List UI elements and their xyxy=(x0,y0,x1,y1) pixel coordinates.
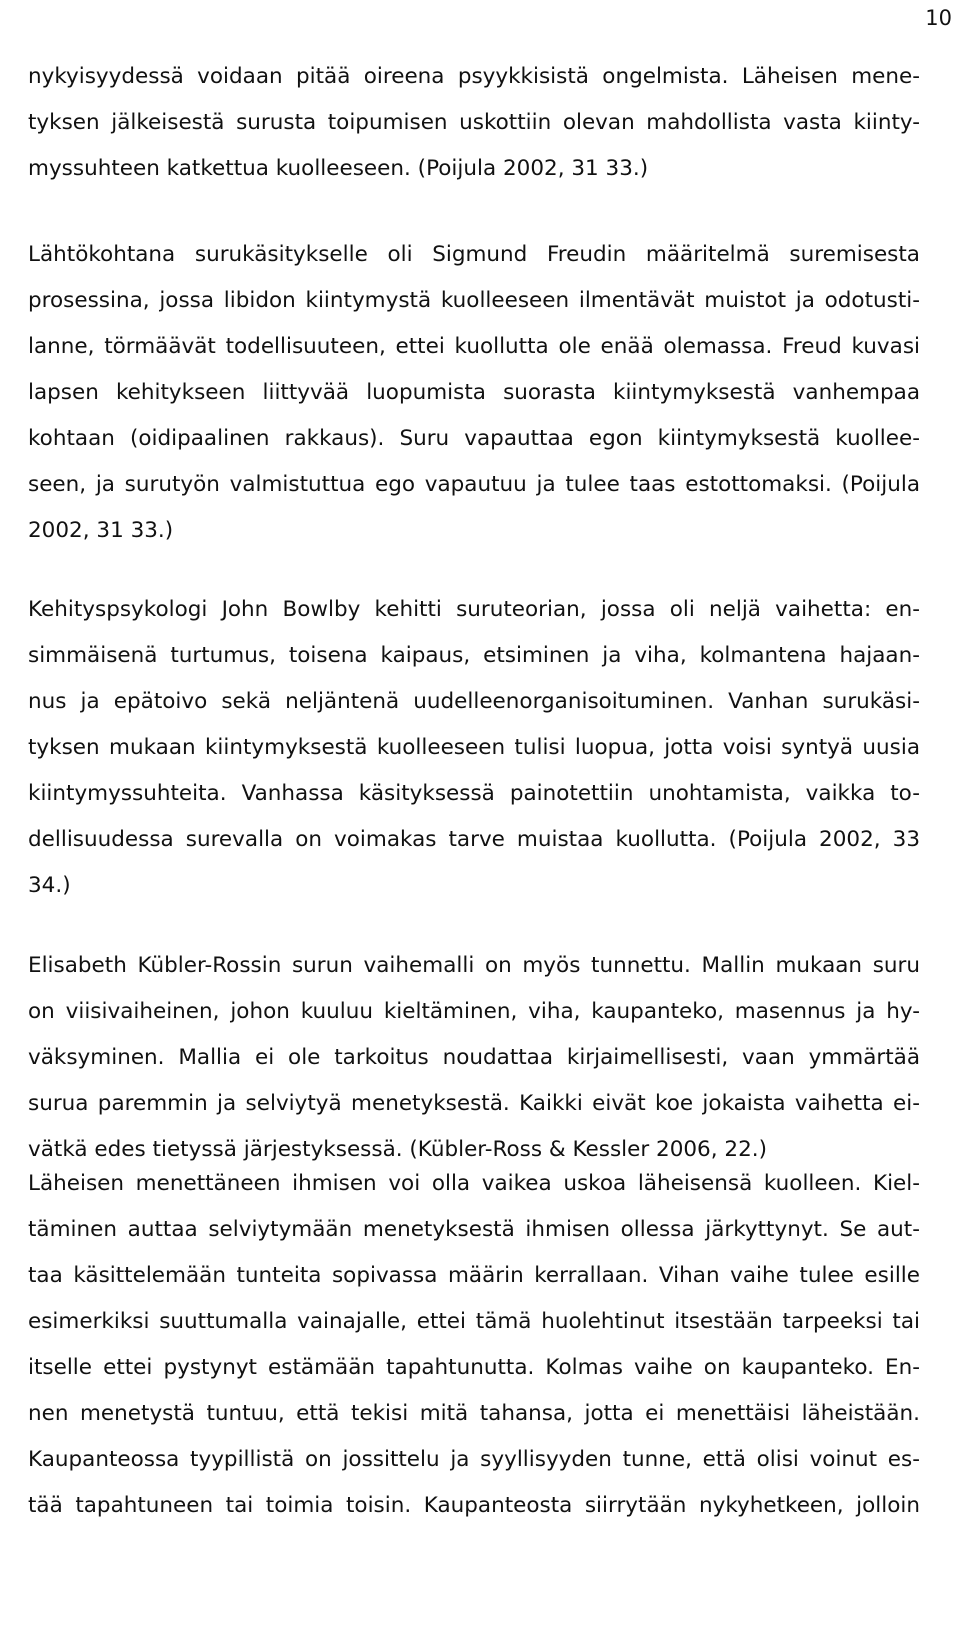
text-line: esimerkiksi suuttumalla vainajalle, ettei tämä huolehtinut itsestään tarpeeksi tai xyxy=(28,1309,920,1334)
text-line: nus ja epätoivo sekä neljäntenä uudelleenorganisoituminen. Vanhan surukäsi- xyxy=(28,689,920,714)
text-line: taa käsittelemään tunteita sopivassa määrin kerrallaan. Vihan vaihe tulee esille xyxy=(28,1263,920,1288)
text-line: dellisuudessa surevalla on voimakas tarve muistaa kuollutta. (Poijula 2002, 33 xyxy=(28,827,920,852)
text-line: seen, ja surutyön valmistuttua ego vapautuu ja tulee taas estottomaksi. (Poijula xyxy=(28,472,920,497)
text-line: on viisivaiheinen, johon kuuluu kieltäminen, viha, kaupanteko, masennus ja hy- xyxy=(28,999,920,1024)
text-line: kohtaan (oidipaalinen rakkaus). Suru vapauttaa egon kiintymyksestä kuollee- xyxy=(28,426,920,451)
text-line: väksyminen. Mallia ei ole tarkoitus noudattaa kirjaimellisesti, vaan ymmärtää xyxy=(28,1045,920,1070)
text-line: nen menetystä tuntuu, että tekisi mitä tahansa, jotta ei menettäisi läheistään. xyxy=(28,1401,920,1426)
text-line: tyksen jälkeisestä surusta toipumisen uskottiin olevan mahdollista vasta kiinty- xyxy=(28,110,920,135)
paragraph-5 xyxy=(28,1161,920,1529)
text-line: tää tapahtuneen tai toimia toisin. Kaupanteosta siirrytään nykyhetkeen, jolloin xyxy=(28,1493,920,1518)
text-line: surua paremmin ja selviytyä menetyksestä. Kaikki eivät koe jokaista vaihetta ei- xyxy=(28,1091,920,1116)
text-line: simmäisenä turtumus, toisena kaipaus, etsiminen ja viha, kolmantena hajaan- xyxy=(28,643,920,668)
paragraph-2 xyxy=(28,232,920,554)
text-line: 2002, 31 33.) xyxy=(28,518,174,543)
text-line: myssuhteen katkettua kuolleeseen. (Poijula 2002, 31 33.) xyxy=(28,156,649,181)
text-line: Läheisen menettäneen ihmisen voi olla vaikea uskoa läheisensä kuolleen. Kiel- xyxy=(28,1171,920,1196)
paragraph-4 xyxy=(28,943,920,1173)
text-line: tyksen mukaan kiintymyksestä kuolleeseen tulisi luopua, jotta voisi syntyä uusia xyxy=(28,735,920,760)
text-line: Lähtökohtana surukäsitykselle oli Sigmund Freudin määritelmä suremisesta xyxy=(28,242,920,267)
paragraph-3 xyxy=(28,587,920,909)
page-number: 10 xyxy=(925,6,952,30)
text-line: 34.) xyxy=(28,873,71,898)
paragraph-1 xyxy=(28,54,920,192)
text-line: lanne, törmäävät todellisuuteen, ettei kuollutta ole enää olemassa. Freud kuvasi xyxy=(28,334,920,359)
text-line: itselle ettei pystynyt estämään tapahtunutta. Kolmas vaihe on kaupanteko. En- xyxy=(28,1355,920,1380)
text-line: Kaupanteossa tyypillistä on jossittelu ja syyllisyyden tunne, että olisi voinut es- xyxy=(28,1447,920,1472)
text-line: kiintymyssuhteita. Vanhassa käsityksessä painotettiin unohtamista, vaikka to- xyxy=(28,781,920,806)
text-line: lapsen kehitykseen liittyvää luopumista suorasta kiintymyksestä vanhempaa xyxy=(28,380,920,405)
text-line: prosessina, jossa libidon kiintymystä kuolleeseen ilmentävät muistot ja odotusti- xyxy=(28,288,920,313)
text-line: Elisabeth Kübler-Rossin surun vaihemalli on myös tunnettu. Mallin mukaan suru xyxy=(28,953,920,978)
text-line: nykyisyydessä voidaan pitää oireena psyykkisistä ongelmista. Läheisen mene- xyxy=(28,64,920,89)
text-line: täminen auttaa selviytymään menetyksestä ihmisen ollessa järkyttynyt. Se aut- xyxy=(28,1217,920,1242)
text-line: vätkä edes tietyssä järjestyksessä. (Kübler-Ross & Kessler 2006, 22.) xyxy=(28,1137,767,1162)
text-line: Kehityspsykologi John Bowlby kehitti suruteorian, jossa oli neljä vaihetta: en- xyxy=(28,597,920,622)
